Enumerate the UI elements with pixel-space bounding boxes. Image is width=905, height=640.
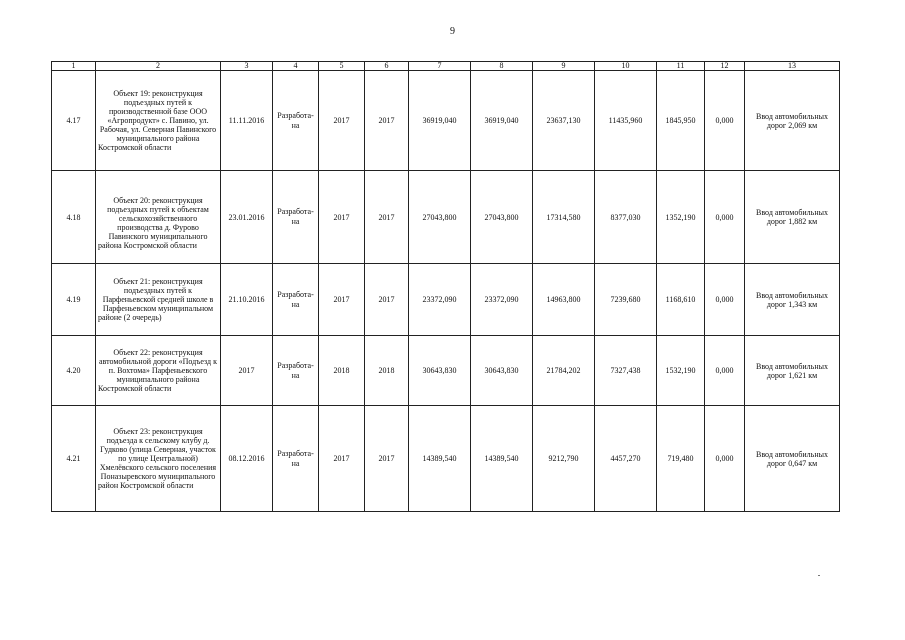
stage-cell: Разработа-на <box>273 336 319 406</box>
value-col7: 14389,540 <box>409 406 471 512</box>
page-number: 9 <box>450 26 455 37</box>
result-cell: Ввод автомобильных дорог 1,343 км <box>745 264 840 336</box>
value-col12: 0,000 <box>705 406 745 512</box>
date-cell: 11.11.2016 <box>221 71 273 171</box>
year-end-cell: 2017 <box>365 71 409 171</box>
value-col9: 9212,790 <box>533 406 595 512</box>
object-description: Объект 20: реконструкция подъездных путей к объектам сельскохозяйственного производства д. Фурово Павинского муниципального района Костромской области <box>96 171 221 264</box>
year-start-cell: 2018 <box>319 336 365 406</box>
result-cell: Ввод автомобильных дорог 1,621 км <box>745 336 840 406</box>
year-end-cell: 2018 <box>365 336 409 406</box>
row-number: 4.18 <box>52 171 96 264</box>
row-number: 4.20 <box>52 336 96 406</box>
col-header-11: 11 <box>657 62 705 71</box>
col-header-10: 10 <box>595 62 657 71</box>
value-col11: 1168,610 <box>657 264 705 336</box>
col-header-2: 2 <box>96 62 221 71</box>
value-col7: 27043,800 <box>409 171 471 264</box>
col-header-6: 6 <box>365 62 409 71</box>
year-start-cell: 2017 <box>319 171 365 264</box>
value-col10: 7327,438 <box>595 336 657 406</box>
value-col11: 1532,190 <box>657 336 705 406</box>
column-number-row <box>52 62 840 71</box>
year-start-cell: 2017 <box>319 406 365 512</box>
value-col9: 14963,800 <box>533 264 595 336</box>
col-header-4: 4 <box>273 62 319 71</box>
object-description: Объект 21: реконструкция подъездных путей к Парфеньевской средней школе в Парфеньевском муниципальном районе (2 очередь) <box>96 264 221 336</box>
table-row <box>52 264 840 336</box>
row-number: 4.19 <box>52 264 96 336</box>
value-col12: 0,000 <box>705 336 745 406</box>
stage-cell: Разработа-на <box>273 171 319 264</box>
col-header-13: 13 <box>745 62 840 71</box>
date-cell: 2017 <box>221 336 273 406</box>
value-col9: 21784,202 <box>533 336 595 406</box>
value-col9: 17314,580 <box>533 171 595 264</box>
value-col11: 1845,950 <box>657 71 705 171</box>
value-col8: 23372,090 <box>471 264 533 336</box>
year-end-cell: 2017 <box>365 264 409 336</box>
date-cell: 21.10.2016 <box>221 264 273 336</box>
table-row <box>52 336 840 406</box>
col-header-8: 8 <box>471 62 533 71</box>
year-start-cell: 2017 <box>319 264 365 336</box>
date-cell: 08.12.2016 <box>221 406 273 512</box>
value-col12: 0,000 <box>705 264 745 336</box>
value-col7: 23372,090 <box>409 264 471 336</box>
value-col10: 11435,960 <box>595 71 657 171</box>
value-col10: 4457,270 <box>595 406 657 512</box>
stage-cell: Разработа-на <box>273 71 319 171</box>
object-description: Объект 19: реконструкция подъездных путей к производственной базе ООО «Агропродукт» с. Павино, ул. Рабочая, ул. Северная Павинского муниципального района Костромской области <box>96 71 221 171</box>
row-number: 4.21 <box>52 406 96 512</box>
year-end-cell: 2017 <box>365 406 409 512</box>
value-col7: 30643,830 <box>409 336 471 406</box>
value-col8: 27043,800 <box>471 171 533 264</box>
result-cell: Ввод автомобильных дорог 2,069 км <box>745 71 840 171</box>
scan-speck <box>818 575 820 576</box>
value-col12: 0,000 <box>705 71 745 171</box>
object-description: Объект 22: реконструкция автомобильной дороги «Подъезд к п. Вохтома» Парфеньевского муниципального района Костромской области <box>96 336 221 406</box>
row-number: 4.17 <box>52 71 96 171</box>
col-header-12: 12 <box>705 62 745 71</box>
value-col8: 36919,040 <box>471 71 533 171</box>
value-col7: 36919,040 <box>409 71 471 171</box>
value-col10: 7239,680 <box>595 264 657 336</box>
object-description: Объект 23: реконструкция подъезда к сельскому клубу д. Гудково (улица Северная, участок по улице Центральной) Хмелёвского сельского поселения Поназыревского муниципального район Костромской области <box>96 406 221 512</box>
result-cell: Ввод автомобильных дорог 1,882 км <box>745 171 840 264</box>
col-header-1: 1 <box>52 62 96 71</box>
investment-objects-table <box>51 61 840 512</box>
col-header-7: 7 <box>409 62 471 71</box>
year-end-cell: 2017 <box>365 171 409 264</box>
value-col10: 8377,030 <box>595 171 657 264</box>
value-col12: 0,000 <box>705 171 745 264</box>
value-col8: 14389,540 <box>471 406 533 512</box>
date-cell: 23.01.2016 <box>221 171 273 264</box>
value-col11: 719,480 <box>657 406 705 512</box>
col-header-3: 3 <box>221 62 273 71</box>
table-row <box>52 171 840 264</box>
col-header-5: 5 <box>319 62 365 71</box>
stage-cell: Разработа-на <box>273 264 319 336</box>
result-cell: Ввод автомобильных дорог 0,647 км <box>745 406 840 512</box>
table-row <box>52 406 840 512</box>
col-header-9: 9 <box>533 62 595 71</box>
value-col8: 30643,830 <box>471 336 533 406</box>
table-row <box>52 71 840 171</box>
value-col11: 1352,190 <box>657 171 705 264</box>
value-col9: 23637,130 <box>533 71 595 171</box>
stage-cell: Разработа-на <box>273 406 319 512</box>
year-start-cell: 2017 <box>319 71 365 171</box>
